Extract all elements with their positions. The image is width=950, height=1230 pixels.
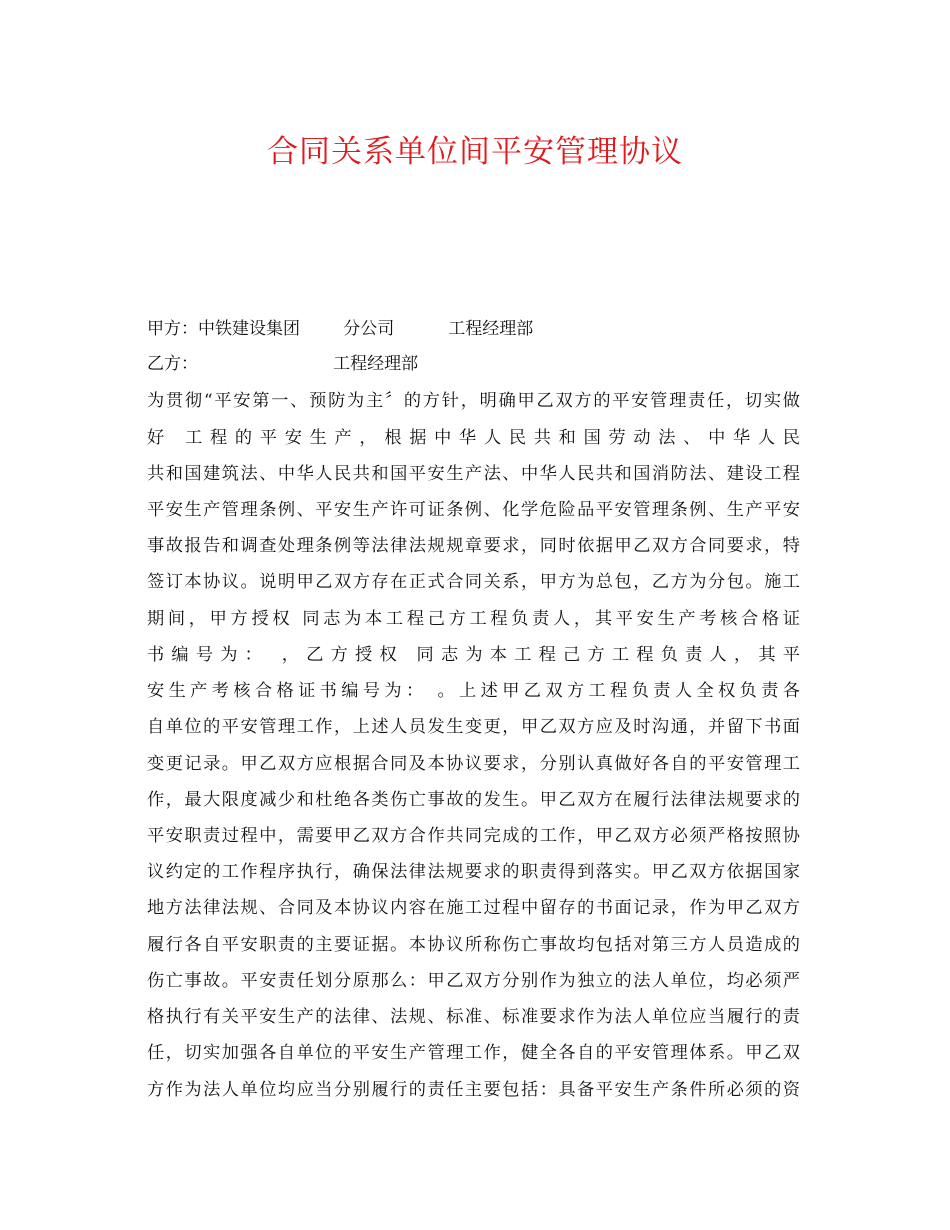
document-title: 合同关系单位间平安管理协议 (267, 134, 683, 170)
body-line: 作，最大限度减少和杜绝各类伤亡事故的发生。甲乙双方在履行法律法规要求的 (147, 790, 800, 810)
body-line: 平安职责过程中，需要甲乙双方合作共同完成的工作，甲乙双方必须严格按照协 (147, 826, 800, 846)
body-line: 安生产考核合格证书编号为： 。上述甲乙双方工程负责人全权负责各 (147, 681, 800, 701)
body-line: 事故报告和调查处理条例等法律法规规章要求，同时依据甲乙双方合同要求，特 (147, 536, 800, 556)
body-line: 履行各自平安职责的主要证据。本协议所称伤亡事故均包括对第三方人员造成的 (147, 935, 800, 955)
body-line: 格执行有关平安生产的法律、法规、标准、标准要求作为法人单位应当履行的责 (147, 1007, 800, 1027)
body-line: 伤亡事故。平安责任划分原那么：甲乙双方分别作为独立的法人单位，均必须严 (147, 971, 800, 991)
body-line: 为贯彻“平安第一、预防为主〞的方针，明确甲乙双方的平安管理责任，切实做 (147, 391, 800, 411)
body-line: 自单位的平安管理工作，上述人员发生变更，甲乙双方应及时沟通，并留下书面 (147, 717, 800, 737)
body-line: 书编号为： ，乙方授权 同志为本工程己方工程负责人，其平 (147, 645, 800, 665)
body-line: 议约定的工作程序执行，确保法律法规要求的职责得到落实。甲乙双方依据国家 (147, 862, 800, 882)
body-line: 共和国建筑法、中华人民共和国平安生产法、中华人民共和国消防法、建设工程 (147, 464, 800, 484)
party-b-line: 乙方： 工程经理部 (147, 354, 419, 374)
body-line: 任，切实加强各自单位的平安生产管理工作，健全各自的平安管理体系。甲乙双 (147, 1043, 800, 1063)
party-a-line: 甲方：中铁建设集团 分公司 工程经理部 (147, 319, 534, 339)
body-line: 签订本协议。说明甲乙双方存在正式合同关系，甲方为总包，乙方为分包。施工 (147, 572, 800, 592)
body-line: 期间，甲方授权 同志为本工程己方工程负责人，其平安生产考核合格证 (147, 609, 800, 629)
body-line: 好 工程的平安生产，根据中华人民共和国劳动法、中华人民 (147, 428, 800, 448)
body-line: 平安生产管理条例、平安生产许可证条例、化学危险品平安管理条例、生产平安 (147, 500, 800, 520)
body-line: 方作为法人单位均应当分别履行的责任主要包括：具备平安生产条件所必须的资 (147, 1080, 800, 1100)
body-line: 地方法律法规、合同及本协议内容在施工过程中留存的书面记录，作为甲乙双方 (147, 898, 800, 918)
body-line: 变更记录。甲乙双方应根据合同及本协议要求，分别认真做好各自的平安管理工 (147, 754, 800, 774)
